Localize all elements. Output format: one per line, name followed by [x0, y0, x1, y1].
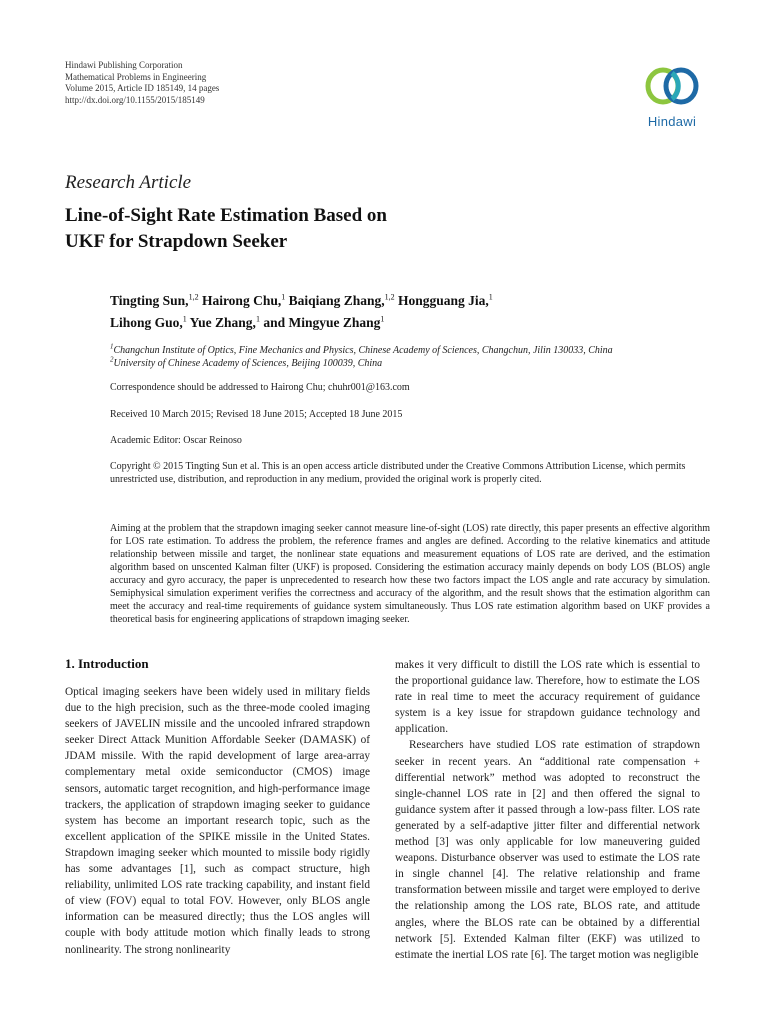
- affiliations: [110, 344, 710, 370]
- affiliation-number: 2: [110, 355, 114, 364]
- author-affiliation: 1: [488, 292, 493, 302]
- body-column-left: [65, 684, 370, 958]
- author-affiliation: 1: [281, 292, 286, 302]
- affiliation-text: Changchun Institute of Optics, Fine Mechanics and Physics, Chinese Academy of Sciences, Changchun, Jilin 130033, China: [113, 345, 613, 356]
- copyright-notice: Copyright © 2015 Tingting Sun et al. This is an open access article distributed under the Creative Commons Attribution License, which permits unrestricted use, distribution, and reproduction in any medium, provided the original work is properly cited.: [110, 461, 686, 485]
- author-line-2: [110, 312, 710, 334]
- author-name: Baiqiang Zhang,: [288, 293, 385, 308]
- academic-editor: Academic Editor: Oscar Reinoso: [110, 435, 242, 446]
- article-title: [65, 203, 685, 255]
- author-name: Lihong Guo,: [110, 315, 183, 330]
- author-list: [110, 290, 710, 334]
- author-name: and Mingyue Zhang: [263, 315, 381, 330]
- paragraph: Researchers have studied LOS rate estimation of strapdown seeker in recent years. An “additional rate compensation + differential network” method was adopted to reconstruct the single-channel LOS rate in [2] and then offered the signal to guidance system after it passed through a low-pass filter. LOS rate generated by a self-adaptive jitter filter and differential network method [3] was only applicable for low maneuvering guided weapons. Disturbance observer was used to estimate the LOS rate in single channel [4]. The relative relationship and frame transformation between missile and target were employed to derive the relationship among the LOS rate, BLOS rate, and attitude angles, where the BLOS rate can be obtained by a differential network [5]. Extended Kalman filter (EKF) was utilized to estimate the inertial LOS rate [6]. The target motion was negligible: [395, 739, 700, 961]
- publication-info: [65, 60, 219, 106]
- author-affiliation: 1: [255, 314, 260, 324]
- article-dates: Received 10 March 2015; Revised 18 June 2015; Accepted 18 June 2015: [110, 409, 403, 420]
- body-column-right: [395, 657, 700, 963]
- volume-info: Volume 2015, Article ID 185149, 14 pages: [65, 83, 220, 93]
- paragraph: makes it very difficult to distill the LOS rate which is essential to the proportional guidance law. Therefore, how to estimate the LOS rate in real time to meet the accuracy requirement of guidance system is a key issue for strapdown guidance technology and application.: [395, 659, 700, 736]
- title-line-1: Line-of-Sight Rate Estimation Based on: [65, 205, 387, 226]
- abstract: Aiming at the problem that the strapdown imaging seeker cannot measure line-of-sight (LOS) rate directly, this paper presents an effective algorithm for LOS rate estimation. To address the problem, the reference frames and angles are defined. According to the relative kinematics and attitude relationship between missile and target, the nonlinear state equations and measurement equations of LOS rate are derived, and the estimation algorithm based on unscented Kalman filter (UKF) is proposed. Considering the estimation accuracy mainly depends on body LOS (BLOS) angle accuracy and gyro accuracy, the paper is unprecedented to research how these two factors impact the LOS angle and rate accuracy by simulation. Semiphysical simulation experiment verifies the correctness and accuracy of the algorithm, and the result shows that the estimation algorithm can meet the accuracy and real-time requirements of guidance system simultaneously. Thus LOS rate estimation algorithm based on UKF provides a theoretical basis for engineering applications of strapdown imaging seeker.: [110, 523, 710, 625]
- affiliation-text: University of Chinese Academy of Sciences, Beijing 100039, China: [113, 358, 383, 369]
- correspondence: Correspondence should be addressed to Hairong Chu; chuhr001@163.com: [110, 382, 410, 393]
- author-affiliation: 1,2: [188, 292, 199, 302]
- author-affiliation: 1: [182, 314, 187, 324]
- author-line-1: [110, 290, 710, 312]
- article-type: Research Article: [65, 172, 192, 193]
- section-heading: 1. Introduction: [65, 656, 149, 671]
- doi-link[interactable]: http://dx.doi.org/10.1155/2015/185149: [65, 94, 205, 105]
- affiliation-1: [110, 344, 710, 357]
- author-affiliation: 1,2: [384, 292, 395, 302]
- affiliation-number: 1: [110, 342, 114, 351]
- logo-text: Hindawi: [647, 114, 697, 129]
- author-name: Tingting Sun,: [110, 293, 189, 308]
- affiliation-2: [110, 357, 710, 370]
- author-name: Hairong Chu,: [201, 293, 282, 308]
- publisher-name: Hindawi Publishing Corporation: [65, 60, 183, 70]
- hindawi-logo: [634, 62, 710, 132]
- author-name: Hongguang Jia,: [398, 293, 489, 308]
- title-line-2: UKF for Strapdown Seeker: [65, 231, 288, 252]
- author-name: Yue Zhang,: [189, 315, 256, 330]
- hindawi-rings-icon: [641, 62, 703, 112]
- paragraph: Optical imaging seekers have been widely used in military fields due to the high precision, such as the three-mode cooled imaging seekers of JAVELIN missile and the uncooled infrared strapdown seeker Direct Attack Munition Affordable Seeker (DAMASK) of JDAM missile. With the rapid development of large area-array complementary metal oxide semiconductor (CMOS) image sensors, automatic target recognition, and high-performance image trackers, the application of strapdown imaging seeker to guidance system has become an important research topic, such as the excellent application of the SPIKE missile in the United States. Strapdown imaging seeker which mounted to missile body rigidly has some advantages [1], such as compact structure, high reliability, unlimited LOS rate tracking capability, and instant field of view (FOV) equal to total FOV. However, only BLOS angle information can be measured directly; thus the LOS angles will couple with body attitude motion which finally leads to strong nonlinearity. The strong nonlinearity: [65, 686, 370, 956]
- author-affiliation: 1: [380, 314, 385, 324]
- journal-name: Mathematical Problems in Engineering: [65, 71, 207, 82]
